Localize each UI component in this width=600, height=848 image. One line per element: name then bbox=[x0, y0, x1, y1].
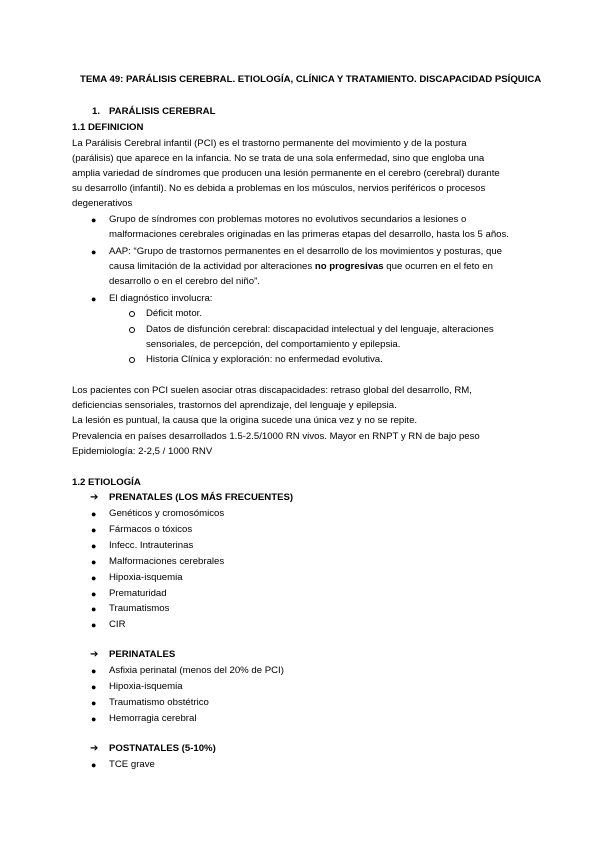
paragraph-line: amplia variedad de síndromes que producen una lesión permanente en el cerebro (cerebral) durante bbox=[72, 168, 500, 179]
bullet-icon: ● bbox=[91, 215, 97, 225]
paragraph-line: La lesión es puntual, la causa que la origina sucede una única vez y no se repite. bbox=[72, 415, 418, 426]
prenatales-label: PRENATALES (LOS MÁS FRECUENTES) bbox=[109, 492, 294, 503]
perinatales-label: PERINATALES bbox=[109, 649, 176, 660]
list-item: Malformaciones cerebrales bbox=[109, 556, 225, 567]
circle-bullet-icon bbox=[129, 357, 135, 363]
sub-bullet-text: Historia Clínica y exploración: no enfermedad evolutiva. bbox=[146, 354, 383, 365]
sub-bullet-text: Déficit motor. bbox=[146, 308, 202, 319]
sub-bullet-text: Datos de disfunción cerebral: discapacidad intelectual y del lenguaje, alteraciones bbox=[146, 324, 494, 335]
postnatales-label: POSTNATALES (5-10%) bbox=[109, 743, 216, 754]
bullet-text-post: que ocurren en el feto en bbox=[383, 261, 493, 272]
list-item: Traumatismo obstétrico bbox=[109, 697, 209, 708]
section-1-heading: PARÁLISIS CEREBRAL bbox=[109, 106, 216, 117]
bullet-icon: ● bbox=[91, 714, 97, 724]
circle-bullet-icon bbox=[129, 327, 135, 333]
arrow-icon: ➔ bbox=[90, 743, 99, 754]
list-item: Hipoxia-isquemia bbox=[109, 681, 183, 692]
paragraph-line: (parálisis) que aparece en la infancia. No se trata de una sola enfermedad, sino que engloba una bbox=[72, 153, 485, 164]
bullet-icon: ● bbox=[91, 525, 97, 535]
bullet-icon: ● bbox=[91, 247, 97, 257]
arrow-icon: ➔ bbox=[90, 492, 99, 503]
paragraph-line: deficiencias sensoriales, trastornos del aprendizaje, del lenguaje y epilepsia. bbox=[72, 400, 397, 411]
bullet-icon: ● bbox=[91, 666, 97, 676]
subsection-1-2-heading: 1.2 ETIOLOGÍA bbox=[72, 477, 141, 488]
paragraph-line: Prevalencia en países desarrollados 1.5-2.5/1000 RN vivos. Mayor en RNPT y RN de bajo peso bbox=[72, 431, 480, 442]
list-item: Fármacos o tóxicos bbox=[109, 524, 193, 535]
bold-phrase: no progresivas bbox=[314, 261, 384, 272]
bullet-icon: ● bbox=[91, 557, 97, 567]
paragraph-line: Epidemiología: 2-2,5 / 1000 RNV bbox=[72, 446, 213, 457]
bullet-text: AAP: “Grupo de trastornos permanentes en el desarrollo de los movimientos y posturas, que bbox=[109, 246, 503, 257]
paragraph-line: La Parálisis Cerebral infantil (PCI) es el trastorno permanente del movimiento y de la postura bbox=[72, 138, 467, 149]
subsection-1-1-heading: 1.1 DEFINICION bbox=[72, 122, 144, 133]
list-item: Hemorragia cerebral bbox=[109, 713, 197, 724]
list-item: Genéticos y cromosómicos bbox=[109, 508, 225, 519]
section-1-number: 1. bbox=[92, 106, 101, 117]
list-item: Asfixia perinatal (menos del 20% de PCI) bbox=[109, 665, 284, 676]
paragraph-line: degenerativos bbox=[72, 198, 133, 209]
list-item: TCE grave bbox=[109, 759, 155, 770]
list-item: Hipoxia-isquemia bbox=[109, 572, 183, 583]
bullet-icon: ● bbox=[91, 589, 97, 599]
bullet-text-pre: causa limitación de la actividad por alteraciones bbox=[109, 261, 315, 272]
bullet-icon: ● bbox=[91, 509, 97, 519]
bullet-icon: ● bbox=[91, 620, 97, 630]
arrow-icon: ➔ bbox=[90, 649, 99, 660]
bullet-icon: ● bbox=[91, 698, 97, 708]
document-title: TEMA 49: PARÁLISIS CEREBRAL. ETIOLOGÍA, CLÍNICA Y TRATAMIENTO. DISCAPACIDAD PSÍQUICA bbox=[80, 74, 542, 85]
list-item: Infecc. Intrauterinas bbox=[109, 540, 194, 551]
bullet-text: Grupo de síndromes con problemas motores no evolutivos secundarios a lesiones o bbox=[109, 214, 467, 225]
sub-bullet-text: sensoriales, de percepción, del comportamiento y epilepsia. bbox=[146, 339, 401, 350]
list-item: CIR bbox=[109, 619, 126, 630]
bullet-icon: ● bbox=[91, 604, 97, 614]
bullet-icon: ● bbox=[91, 294, 97, 304]
bullet-text bbox=[109, 261, 493, 273]
list-item: Prematuridad bbox=[109, 588, 167, 599]
list-item: Traumatismos bbox=[109, 603, 170, 614]
bullet-icon: ● bbox=[91, 541, 97, 551]
bullet-icon: ● bbox=[91, 682, 97, 692]
bullet-icon: ● bbox=[91, 573, 97, 583]
paragraph-line: su desarrollo (infantil). No es debida a problemas en los músculos, nervios periféricos o procesos bbox=[72, 183, 486, 194]
bullet-icon: ● bbox=[91, 760, 97, 770]
bullet-text: El diagnóstico involucra: bbox=[109, 293, 213, 304]
circle-bullet-icon bbox=[129, 311, 135, 317]
paragraph-line: Los pacientes con PCI suelen asociar otras discapacidades: retraso global del desarrollo, RM, bbox=[72, 385, 472, 396]
bullet-text: malformaciones cerebrales originadas en las primeras etapas del desarrollo, hasta los 5 años. bbox=[109, 229, 509, 240]
bullet-text: desarrollo o en el cerebro del niño”. bbox=[109, 276, 260, 287]
